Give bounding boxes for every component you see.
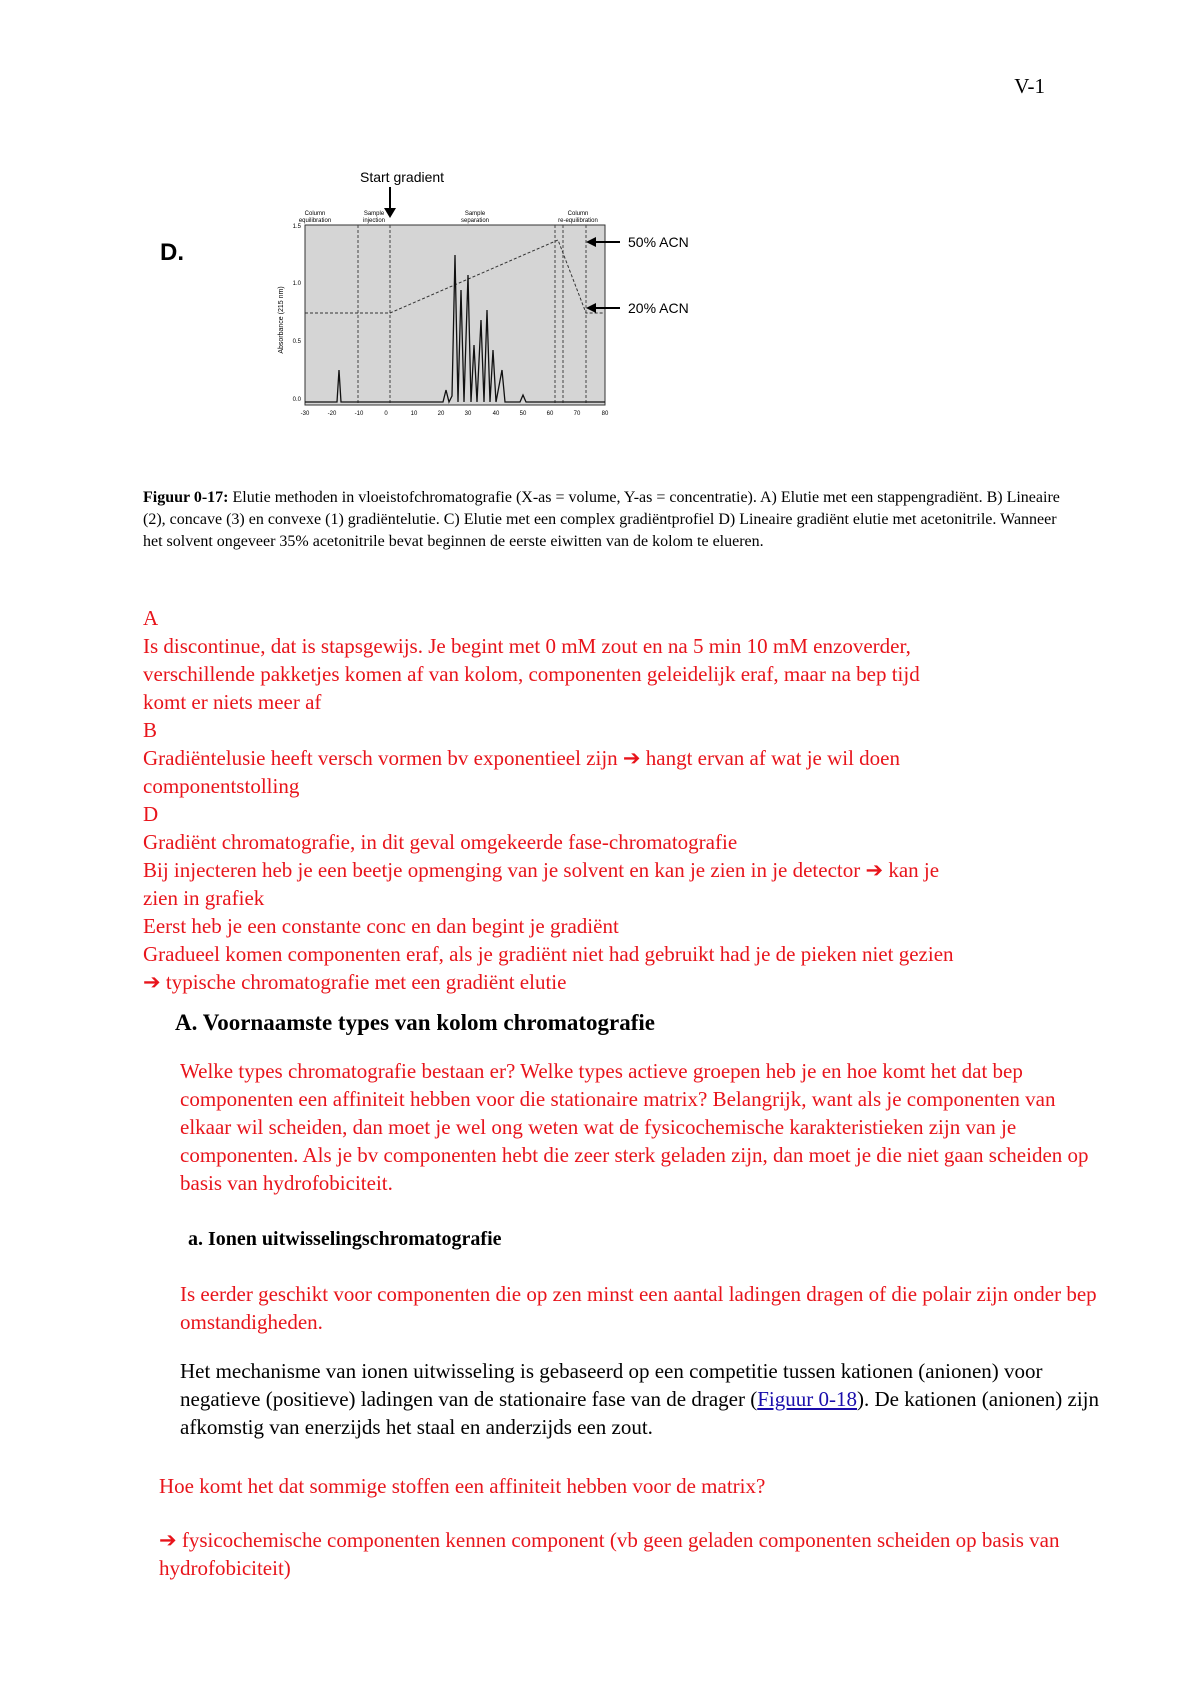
y-tick: 1.5	[292, 224, 301, 230]
start-gradient-label: Start gradient	[360, 170, 445, 185]
answer-line: zien in grafiek	[143, 886, 265, 910]
x-tick: 60	[546, 411, 554, 417]
x-tick: 70	[573, 411, 581, 417]
phase-label-2a: Sample	[363, 211, 385, 217]
x-tick: 20	[437, 411, 445, 417]
answer-line: komt er niets meer af	[143, 690, 322, 714]
answer-text: Bij injecteren heb je een beetje opmenging van je solvent en kan je zien in je detector	[143, 858, 866, 882]
phase-label-2b: injection	[362, 218, 386, 224]
answer-text: typische chromatografie met een gradiënt elutie	[160, 970, 567, 994]
answer-line: A	[143, 606, 159, 630]
x-tick: 50	[519, 411, 527, 417]
page-number: V-1	[1014, 74, 1045, 98]
x-tick: 80	[601, 411, 609, 417]
answer-line: Eerst heb je een constante conc en dan begint je gradiënt	[143, 914, 619, 938]
arrow-icon: ➔	[159, 1528, 177, 1552]
answer-text: Gradiëntelusie heeft versch vormen bv exponentieel zijn	[143, 746, 623, 770]
question-text: Hoe komt het dat sommige stoffen een affiniteit hebben voor de matrix?	[159, 1474, 766, 1498]
phase-label-4b: re-equilibration	[558, 218, 598, 224]
caption-label: Figuur 0-17:	[143, 489, 229, 506]
y-tick: 1.0	[292, 281, 301, 287]
caption-text: Elutie methoden in vloeistofchromatografie (X-as = volume, Y-as = concentratie). A) Elutie met een stappengradiënt. B) Lineaire (2), concave (3) en convexe (1) gradiëntelutie. C) Elutie met een complex gradiëntprofiel D) Lineaire gradiënt elutie met acetonitrile. Wanneer het solvent ongeveer 35% acetonitrile bevat beginnen de eerste eiwitten van de kolom te elueren.	[143, 489, 1060, 550]
final-answer	[159, 1526, 1099, 1582]
answer-text: kan je	[883, 858, 940, 882]
x-tick: 40	[492, 411, 500, 417]
section-text: Welke types chromatografie bestaan er? Welke types actieve groepen heb je en hoe komt het dat bep componenten een affiniteit hebben voor die stationaire matrix? Belangrijk, want als je componenten van elkaar wil scheiden, dan moet je wel ong weten wat de fysicochemische karakteristieken zijn van je componenten. Als je bv componenten hebt die zeer sterk geladen zijn, dan moet je die niet gaan scheiden op basis van hydrofobiciteit.	[180, 1059, 1089, 1195]
y-tick: 0.5	[292, 339, 301, 345]
x-tick: 10	[410, 411, 418, 417]
phase-label-4a: Column	[567, 211, 589, 217]
mechanism-text-a: Het mechanisme van ionen uitwisseling is gebaseerd op een competitie tussen kationen (anionen) voor negatieve (positieve) ladingen van de stationaire fase van de drager (	[180, 1359, 1043, 1411]
subsection-text: Is eerder geschikt voor componenten die op zen minst een aantal ladingen dragen of die polair zijn onder bep omstandigheden.	[180, 1282, 1097, 1334]
phase-label-3b: separation	[460, 218, 490, 224]
y-axis-label: Absorbance (215 nm)	[278, 286, 285, 354]
answer-line: verschillende pakketjes komen af van kolom, componenten geleidelijk eraf, maar na bep tijd	[143, 662, 920, 686]
section-heading: A. Voornaamste types van kolom chromatografie	[175, 1010, 655, 1035]
answer-line: Gradiënt chromatografie, in dit geval omgekeerde fase-chromatografie	[143, 830, 738, 854]
phase-label-1a: Column	[304, 211, 326, 217]
y-tick: 0.0	[292, 397, 301, 403]
x-tick: 30	[464, 411, 472, 417]
answer-line: Gradueel komen componenten eraf, als je gradiënt niet had gebruikt had je de pieken niet gezien	[143, 942, 954, 966]
x-ticks	[301, 411, 609, 417]
subsection-heading: a. Ionen uitwisselingschromatografie	[188, 1228, 502, 1250]
figure-caption	[143, 487, 1063, 553]
answer-line	[143, 968, 1093, 996]
answer-text: hangt ervan af wat je wil doen	[640, 746, 901, 770]
plot-area	[305, 225, 605, 405]
mechanism-text-b: ). De kationen (anionen) zijn afkomstig van enerzijds het staal en anderzijds een zout.	[180, 1387, 1099, 1439]
panel-label: D.	[160, 239, 184, 266]
x-tick: 0	[384, 411, 388, 417]
x-tick: -20	[327, 411, 337, 417]
x-tick: -10	[354, 411, 364, 417]
arrow-icon: ➔	[865, 858, 884, 882]
label-50-acn: 50% ACN	[628, 234, 689, 250]
answer-line: Is discontinue, dat is stapsgewijs. Je begint met 0 mM zout en na 5 min 10 mM enzoverder,	[143, 634, 911, 658]
label-20-acn: 20% ACN	[628, 300, 689, 316]
arrow-icon: ➔	[143, 970, 161, 994]
answer-line: B	[143, 718, 158, 742]
figure-link[interactable]: Figuur 0-18	[757, 1387, 857, 1411]
answer-notes	[143, 604, 1093, 996]
final-answer-text: fysicochemische componenten kennen component (vb geen geladen componenten scheiden op basis van hydrofobiciteit)	[159, 1528, 1060, 1580]
chromatogram-figure	[150, 170, 770, 465]
mechanism-text	[180, 1357, 1100, 1441]
arrow-icon: ➔	[622, 746, 641, 770]
phase-label-1b: equilibration	[298, 218, 332, 224]
answer-line: componentstolling	[143, 774, 300, 798]
phase-label-3a: Sample	[464, 211, 486, 217]
answer-line: D	[143, 802, 159, 826]
x-tick: -30	[300, 411, 310, 417]
start-gradient-arrowhead	[384, 208, 396, 218]
answer-line	[143, 744, 1093, 772]
answer-line	[143, 856, 1093, 884]
